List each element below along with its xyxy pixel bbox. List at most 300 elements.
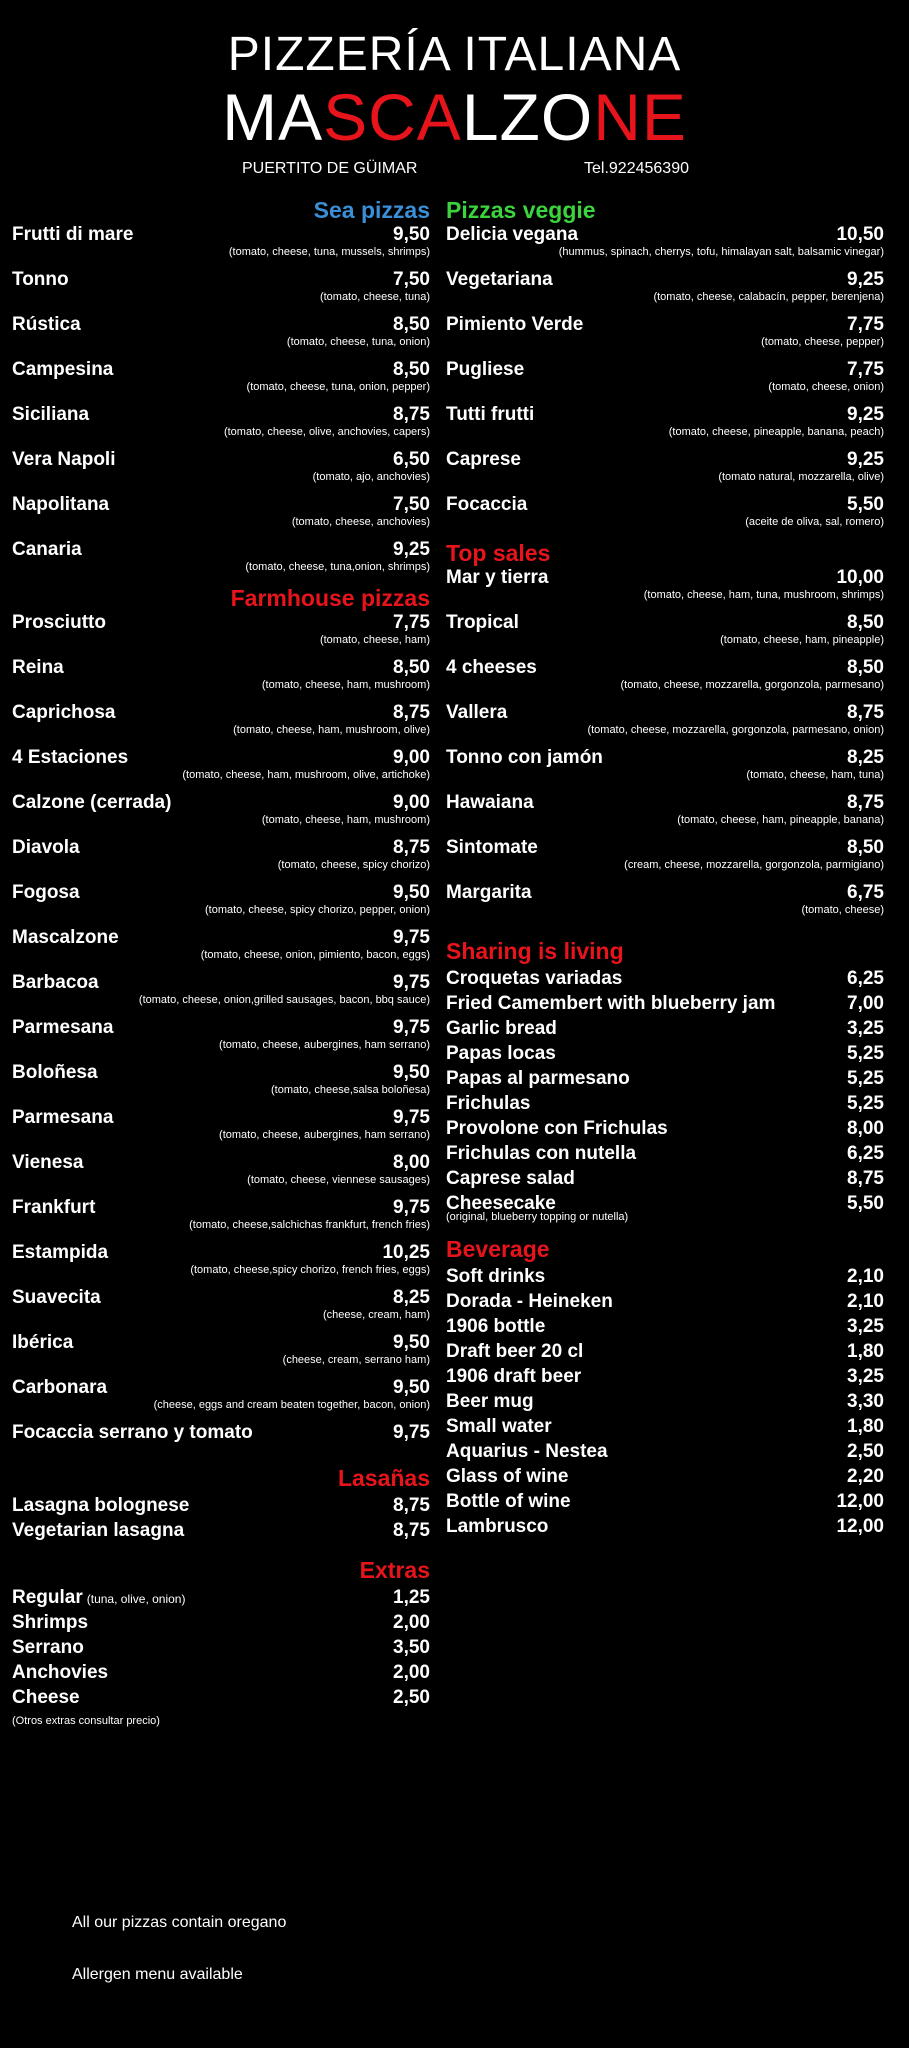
- menu-item-row: [446, 792, 884, 814]
- item-description: (aceite de oliva, sal, romero): [745, 516, 884, 528]
- item-description: (cheese, eggs and cream beaten together, bacon, onion): [153, 1399, 430, 1411]
- item-name: Soft drinks: [446, 1266, 546, 1287]
- item-price: 8,75: [393, 1520, 430, 1541]
- item-price: 6,25: [847, 1143, 884, 1164]
- menu-item: [12, 1062, 430, 1107]
- item-name: Dorada - Heineken: [446, 1291, 613, 1312]
- menu-item: [446, 1463, 884, 1488]
- menu-item: [12, 927, 430, 972]
- menu-item: [12, 539, 430, 584]
- item-name: Lasagna bolognese: [12, 1495, 190, 1516]
- menu-item: [12, 1017, 430, 1062]
- item-name: Carbonara: [12, 1377, 108, 1398]
- menu-item-row: [446, 657, 884, 679]
- item-price: 9,75: [393, 927, 430, 948]
- menu-item-row: [12, 657, 430, 679]
- item-price: 1,80: [847, 1416, 884, 1437]
- menu-item-row: [446, 1413, 884, 1438]
- menu-item: [12, 494, 430, 539]
- menu-item: [12, 359, 430, 404]
- section-title: Extras: [359, 1557, 430, 1583]
- item-description: (tomato, cheese, onion,grilled sausages, bacon, bbq sauce): [138, 994, 430, 1006]
- item-price: 2,10: [847, 1266, 884, 1287]
- oregano-note: All our pizzas contain oregano: [72, 1914, 287, 1931]
- name-part-3: LZO: [461, 80, 594, 154]
- item-price: 8,25: [393, 1287, 430, 1308]
- item-description: (tomato, cheese, ham, mushroom, olive): [233, 724, 430, 736]
- menu-item-row: [12, 1377, 430, 1399]
- item-description: (tomato, cheese, pineapple, banana, peach): [668, 426, 884, 438]
- menu-item-row: [12, 1492, 430, 1517]
- menu-item: [12, 1197, 430, 1242]
- item-price: 7,50: [393, 269, 430, 290]
- menu-item-row: [446, 1065, 884, 1090]
- menu-item: [12, 882, 430, 927]
- item-price: 10,25: [382, 1242, 430, 1263]
- section-title: Farmhouse pizzas: [230, 585, 430, 611]
- menu-item: [446, 1040, 884, 1065]
- menu-item-row: [12, 314, 430, 336]
- item-name: Suavecita: [12, 1287, 101, 1308]
- item-description: (tomato, cheese, onion): [768, 381, 884, 393]
- menu-item: [446, 1413, 884, 1438]
- item-price: 8,75: [393, 404, 430, 425]
- item-name: Focaccia: [446, 494, 528, 515]
- menu-item-row: [446, 965, 884, 990]
- menu-item: [12, 747, 430, 792]
- menu-item-row: [12, 1609, 430, 1634]
- item-price: 2,50: [393, 1687, 430, 1708]
- item-price: 8,50: [393, 359, 430, 380]
- item-description: (tomato, cheese, mozzarella, gorgonzola, parmesano, onion): [587, 724, 884, 736]
- menu-item: [446, 837, 884, 882]
- menu-item-row: [446, 747, 884, 769]
- item-price: 7,00: [847, 993, 884, 1014]
- item-description: (cheese, cream, ham): [323, 1309, 430, 1321]
- item-price: 9,25: [847, 404, 884, 425]
- item-price: 8,75: [393, 837, 430, 858]
- item-name: Glass of wine: [446, 1466, 569, 1487]
- item-name: Prosciutto: [12, 612, 106, 633]
- item-description: (cheese, cream, serrano ham): [282, 1354, 430, 1366]
- menu-item-row: [446, 314, 884, 336]
- menu-item-row: [446, 1338, 884, 1363]
- menu-item: [446, 567, 884, 612]
- menu-item-row: [12, 449, 430, 471]
- menu-item: [446, 1140, 884, 1165]
- menu-item: [446, 449, 884, 494]
- menu-item: [446, 1313, 884, 1338]
- menu-item: [446, 1338, 884, 1363]
- item-description: (tomato, cheese, olive, anchovies, capers): [223, 426, 430, 438]
- item-name: Frutti di mare: [12, 224, 134, 245]
- menu-item-row: [12, 269, 430, 291]
- item-description: (tomato, cheese,salsa boloñesa): [271, 1084, 430, 1096]
- menu-item: [12, 1242, 430, 1287]
- item-name: Tutti frutti: [446, 404, 535, 425]
- menu-item-row: [446, 224, 884, 246]
- menu-item-row: [12, 1332, 430, 1354]
- item-price: 9,75: [393, 972, 430, 993]
- item-name: Shrimps: [12, 1612, 89, 1633]
- item-price: 8,50: [393, 314, 430, 335]
- menu-item-row: [446, 1488, 884, 1513]
- menu-item-row: [446, 612, 884, 634]
- cheesecake-note: (original, blueberry topping or nutella): [446, 1211, 629, 1223]
- item-name: Fried Camembert with blueberry jam: [446, 993, 776, 1014]
- menu-item-row: [12, 1107, 430, 1129]
- item-price: 1,80: [847, 1341, 884, 1362]
- item-description: (tomato, cheese, onion, pimiento, bacon, eggs): [200, 949, 430, 961]
- menu-item: [446, 1015, 884, 1040]
- menu-item: [12, 1609, 430, 1634]
- name-part-4: NE: [593, 80, 687, 154]
- item-name: Caprese salad: [446, 1168, 575, 1189]
- item-price: 8,50: [847, 837, 884, 858]
- item-price: 8,00: [847, 1118, 884, 1139]
- item-price: 5,25: [847, 1043, 884, 1064]
- menu-item: [12, 1659, 430, 1684]
- menu-item-row: [446, 1115, 884, 1140]
- item-price: 6,75: [847, 882, 884, 903]
- menu-item: [446, 1065, 884, 1090]
- menu-item: [12, 1107, 430, 1152]
- item-price: 9,75: [393, 1197, 430, 1218]
- menu-item: [446, 224, 884, 269]
- menu-item: [12, 1332, 430, 1377]
- item-name: Fogosa: [12, 882, 80, 903]
- item-name: Sintomate: [446, 837, 538, 858]
- menu-item: [446, 1388, 884, 1413]
- item-name: Caprese: [446, 449, 521, 470]
- phone: Tel.922456390: [584, 160, 689, 177]
- item-price: 9,25: [847, 449, 884, 470]
- item-name: Siciliana: [12, 404, 90, 425]
- section-title: Sharing is living: [446, 938, 624, 964]
- item-name: Lambrusco: [446, 1516, 549, 1537]
- menu-item-row: [446, 1165, 884, 1190]
- item-name: Napolitana: [12, 494, 110, 515]
- menu-item-row: [446, 359, 884, 381]
- item-description: (tomato, cheese, mozzarella, gorgonzola, parmesano): [620, 679, 884, 691]
- menu-item-row: [12, 1422, 430, 1444]
- item-price: 3,25: [847, 1316, 884, 1337]
- menu-item-row: [12, 1197, 430, 1219]
- menu-item: [446, 792, 884, 837]
- item-name: Serrano: [12, 1637, 84, 1658]
- menu-item-row: [446, 1363, 884, 1388]
- item-name: Vegetariana: [446, 269, 553, 290]
- menu-item: [12, 1287, 430, 1332]
- item-price: 7,75: [847, 359, 884, 380]
- item-description: (tomato, cheese, ham, mushroom): [261, 814, 430, 826]
- menu-item-row: [12, 612, 430, 634]
- menu-item: [12, 612, 430, 657]
- item-name: Diavola: [12, 837, 80, 858]
- item-name: Calzone (cerrada): [12, 792, 172, 813]
- name-part-1: MA: [222, 80, 324, 154]
- item-price: 9,25: [847, 269, 884, 290]
- item-name: Campesina: [12, 359, 114, 380]
- restaurant-name: [0, 82, 909, 152]
- item-price: 9,75: [393, 1107, 430, 1128]
- menu-item: [12, 1422, 430, 1460]
- menu-item-row: [12, 927, 430, 949]
- item-price: 2,00: [393, 1612, 430, 1633]
- menu-item: [446, 1288, 884, 1313]
- item-name: Anchovies: [12, 1662, 109, 1683]
- item-description: (tomato, cheese, aubergines, ham serrano): [219, 1039, 430, 1051]
- item-name: Estampida: [12, 1242, 109, 1263]
- menu-item-row: [12, 1659, 430, 1684]
- menu-item-row: [446, 1463, 884, 1488]
- item-name: Barbacoa: [12, 972, 99, 993]
- menu-item-row: [446, 1190, 884, 1215]
- menu-item-row: [446, 494, 884, 516]
- item-description: (tomato, cheese, tuna, mussels, shrimps): [228, 246, 430, 258]
- menu-item: [12, 702, 430, 747]
- menu-item-row: [446, 882, 884, 904]
- item-price: 8,50: [847, 657, 884, 678]
- item-price: 6,50: [393, 449, 430, 470]
- item-price: 10,00: [836, 567, 884, 588]
- item-description: (tomato, cheese,salchichas frankfurt, french fries): [189, 1219, 430, 1231]
- item-name: Frankfurt: [12, 1197, 96, 1218]
- item-price: 2,10: [847, 1291, 884, 1312]
- name-part-2: SCA: [323, 80, 462, 154]
- menu-item-row: [446, 990, 884, 1015]
- item-name: Focaccia serrano y tomato: [12, 1422, 253, 1443]
- item-name: Hawaiana: [446, 792, 534, 813]
- item-price: 1,25: [393, 1587, 430, 1608]
- menu-item: [12, 1684, 430, 1709]
- menu-item: [446, 612, 884, 657]
- item-price: 9,00: [393, 792, 430, 813]
- menu-item: [446, 990, 884, 1015]
- item-name: Pugliese: [446, 359, 525, 380]
- item-name: Frichulas con nutella: [446, 1143, 637, 1164]
- menu-item-row: [12, 1062, 430, 1084]
- item-price: 3,25: [847, 1366, 884, 1387]
- item-price: 10,50: [836, 224, 884, 245]
- right-column: [446, 196, 884, 1538]
- menu-item-row: [12, 972, 430, 994]
- item-price: 6,25: [847, 968, 884, 989]
- item-price: 5,25: [847, 1093, 884, 1114]
- menu-item-row: [12, 1634, 430, 1659]
- item-description: (tomato, cheese, anchovies): [291, 516, 430, 528]
- item-name: Vallera: [446, 702, 508, 723]
- item-description: (tomato, cheese, ham, tuna): [746, 769, 884, 781]
- item-description: (tomato, cheese, ham, tuna, mushroom, shrimps): [643, 589, 884, 601]
- item-name: Delicia vegana: [446, 224, 579, 245]
- menu-item-row: [446, 702, 884, 724]
- extra-sub: (tuna, olive, onion): [86, 1592, 186, 1606]
- extras-note: (Otros extras consultar precio): [12, 1715, 160, 1727]
- menu-item: [446, 1438, 884, 1463]
- menu-item: [446, 882, 884, 927]
- menu-item: [12, 792, 430, 837]
- menu-item-row: [12, 1152, 430, 1174]
- item-description: (tomato, cheese, spicy chorizo, pepper, onion): [204, 904, 430, 916]
- item-name: Reina: [12, 657, 64, 678]
- menu-item-row: [12, 1584, 430, 1609]
- menu-item-row: [12, 882, 430, 904]
- item-name: Parmesana: [12, 1017, 114, 1038]
- menu-item: [12, 1492, 430, 1517]
- allergen-note: Allergen menu available: [72, 1966, 243, 1983]
- item-name: Aquarius - Nestea: [446, 1441, 608, 1462]
- item-price: 7,50: [393, 494, 430, 515]
- item-name: 1906 draft beer: [446, 1366, 582, 1387]
- menu-item: [12, 314, 430, 359]
- item-description: (tomato, cheese, viennese sausages): [247, 1174, 430, 1186]
- item-name: Mar y tierra: [446, 567, 549, 588]
- item-price: 9,75: [393, 1017, 430, 1038]
- item-price: 5,50: [847, 494, 884, 515]
- item-description: (tomato, cheese, tuna, onion, pepper): [246, 381, 430, 393]
- menu-item: [446, 747, 884, 792]
- restaurant-type: PIZZERÍA ITALIANA: [227, 28, 682, 81]
- menu-item-row: [12, 224, 430, 246]
- item-price: 8,75: [847, 702, 884, 723]
- item-description: (tomato, cheese, tuna, onion): [286, 336, 430, 348]
- item-name: Pimiento Verde: [446, 314, 584, 335]
- section-title: Sea pizzas: [313, 197, 430, 223]
- menu-item: [446, 702, 884, 747]
- menu-item-row: [446, 1438, 884, 1463]
- item-name: Croquetas variadas: [446, 968, 623, 989]
- menu-item: [446, 1488, 884, 1513]
- item-price: 7,75: [393, 612, 430, 633]
- item-price: 8,50: [393, 657, 430, 678]
- menu-item: [446, 1090, 884, 1115]
- menu-item: [446, 359, 884, 404]
- item-name: 4 Estaciones: [12, 747, 129, 768]
- item-price: 9,50: [393, 224, 430, 245]
- location: PUERTITO DE GÜIMAR: [242, 160, 418, 177]
- item-name: Cheesecake: [446, 1193, 556, 1214]
- menu-item-row: [12, 1242, 430, 1264]
- menu-item-row: [446, 449, 884, 471]
- menu-item-row: [12, 1017, 430, 1039]
- item-price: 9,75: [393, 1422, 430, 1443]
- item-price: 12,00: [836, 1516, 884, 1537]
- menu-item: [12, 972, 430, 1017]
- menu-item-row: [12, 404, 430, 426]
- item-description: (tomato, cheese, calabacín, pepper, berenjena): [653, 291, 884, 303]
- item-description: (tomato, cheese, spicy chorizo): [277, 859, 430, 871]
- item-price: 2,00: [393, 1662, 430, 1683]
- item-name: Cheese: [12, 1687, 80, 1708]
- item-description: (tomato, cheese, tuna): [319, 291, 430, 303]
- menu-item-row: [12, 702, 430, 724]
- item-name: Ibérica: [12, 1332, 74, 1353]
- menu-item: [12, 404, 430, 449]
- menu-item-row: [12, 1684, 430, 1709]
- menu-item-row: [446, 567, 884, 589]
- item-price: 9,00: [393, 747, 430, 768]
- section-title: Lasañas: [337, 1465, 430, 1491]
- menu-item: [446, 657, 884, 702]
- item-name: Tropical: [446, 612, 519, 633]
- menu-item-row: [446, 1090, 884, 1115]
- item-description: (hummus, spinach, cherrys, tofu, himalayan salt, balsamic vinegar): [558, 246, 884, 258]
- menu-item: [12, 1377, 430, 1422]
- item-price: 7,75: [847, 314, 884, 335]
- item-name: Regular: [12, 1587, 83, 1608]
- item-name: Papas al parmesano: [446, 1068, 630, 1089]
- item-price: 8,75: [847, 1168, 884, 1189]
- item-name: Vera Napoli: [12, 449, 116, 470]
- item-name: Caprichosa: [12, 702, 116, 723]
- item-price: 8,75: [847, 792, 884, 813]
- section-title: Pizzas veggie: [446, 197, 596, 223]
- menu-item: [12, 657, 430, 702]
- menu-item-row: [446, 1040, 884, 1065]
- item-price: 5,25: [847, 1068, 884, 1089]
- menu-item-row: [446, 1140, 884, 1165]
- item-price: 2,20: [847, 1466, 884, 1487]
- menu-item: [12, 1152, 430, 1197]
- item-name: Boloñesa: [12, 1062, 98, 1083]
- item-price: 8,50: [847, 612, 884, 633]
- item-price: 3,25: [847, 1018, 884, 1039]
- item-description: (tomato, cheese, ham, mushroom): [261, 679, 430, 691]
- menu-item-row: [446, 1263, 884, 1288]
- item-name: Mascalzone: [12, 927, 119, 948]
- menu-item-row: [12, 747, 430, 769]
- menu-item-row: [446, 837, 884, 859]
- item-price: 8,75: [393, 702, 430, 723]
- menu-item-row: [446, 404, 884, 426]
- menu-item: [446, 314, 884, 359]
- item-name: Draft beer 20 cl: [446, 1341, 584, 1362]
- menu-item: [12, 224, 430, 269]
- item-price: 3,30: [847, 1391, 884, 1412]
- item-name: Small water: [446, 1416, 552, 1437]
- menu-item: [446, 1513, 884, 1538]
- menu-item-row: [12, 539, 430, 561]
- item-name: 1906 bottle: [446, 1316, 546, 1337]
- section-title: Top sales: [446, 540, 551, 566]
- menu-item: [12, 1584, 430, 1609]
- item-price: 9,50: [393, 1377, 430, 1398]
- item-description: (cream, cheese, mozzarella, gorgonzola, parmigiano): [624, 859, 884, 871]
- menu-item: [12, 269, 430, 314]
- item-name: Frichulas: [446, 1093, 531, 1114]
- item-price: 3,50: [393, 1637, 430, 1658]
- item-price: 2,50: [847, 1441, 884, 1462]
- item-name: Papas locas: [446, 1043, 556, 1064]
- menu-item: [12, 837, 430, 882]
- menu-item-row: [446, 269, 884, 291]
- item-price: 9,25: [393, 539, 430, 560]
- menu-item-row: [12, 1517, 430, 1542]
- header: [0, 28, 909, 152]
- menu-item: [446, 404, 884, 449]
- menu-item: [446, 1165, 884, 1190]
- item-description: (tomato, cheese, ham, mushroom, olive, artichoke): [182, 769, 430, 781]
- left-column: [12, 196, 430, 1727]
- menu-item-row: [12, 1287, 430, 1309]
- menu-item-row: [446, 1513, 884, 1538]
- menu-item-row: [446, 1015, 884, 1040]
- menu-item: [446, 494, 884, 539]
- item-price: 8,25: [847, 747, 884, 768]
- item-name: Margarita: [446, 882, 532, 903]
- menu-item: [12, 1634, 430, 1659]
